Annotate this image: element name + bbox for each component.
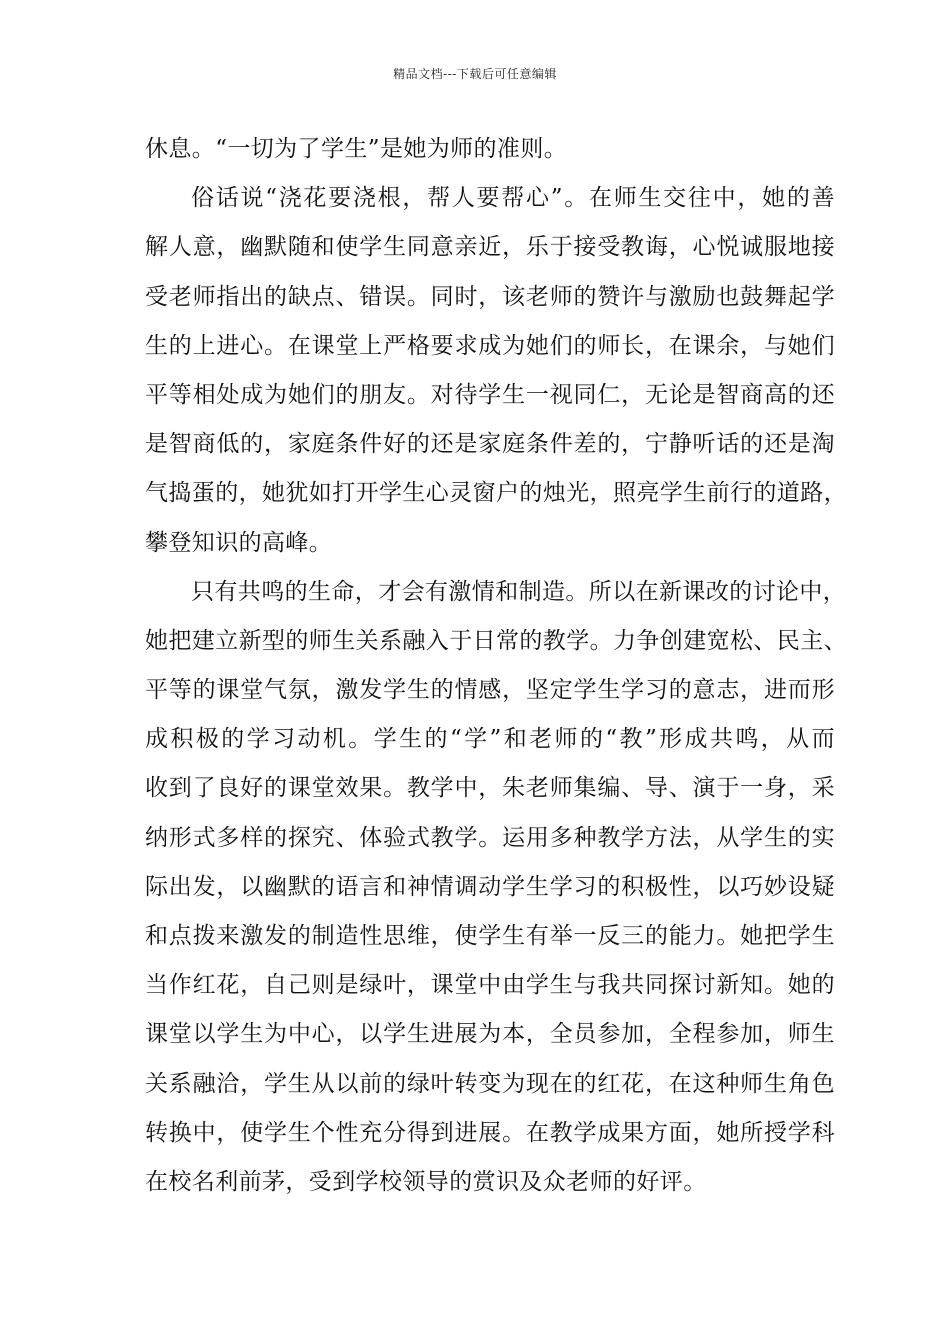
text-line: 平等相处成为她们的朋友。对待学生一视同仁，无论是智商高的还 <box>145 381 835 408</box>
text-line: 攀登知识的高峰。 <box>145 529 333 556</box>
text-line: 转换中，使学生个性充分得到进展。在教学成果方面，她所授学科 <box>145 1119 835 1146</box>
text-line: 气捣蛋的，她犹如打开学生心灵窗户的烛光，照亮学生前行的道路， <box>145 480 847 507</box>
text-line: 成积极的学习动机。学生的“学”和老师的“教”形成共鸣，从而 <box>145 726 835 753</box>
text-line: 当作红花，自己则是绿叶，课堂中由学生与我共同探讨新知。她的 <box>145 972 835 999</box>
text-line: 和点拨来激发的制造性思维，使学生有举一反三的能力。她把学生 <box>145 923 835 949</box>
text-line: 是智商低的，家庭条件好的还是家庭条件差的，宁静听话的还是淘 <box>145 431 835 458</box>
document-body <box>145 125 847 1207</box>
text-line: 生的上进心。在课堂上严格要求成为她们的师长，在课余，与她们 <box>145 332 835 359</box>
text-line: 休息。“一切为了学生”是她为师的准则。 <box>145 136 568 162</box>
text-line: 纳形式多样的探究、体验式教学。运用多种教学方法，从学生的实 <box>145 824 835 851</box>
text-line: 只有共鸣的生命，才会有激情和制造。所以在新课改的讨论中， <box>191 578 847 605</box>
text-line: 她把建立新型的师生关系融入于日常的教学。力争创建宽松、民主、 <box>145 627 847 654</box>
text-line: 俗话说“浇花要浇根，帮人要帮心”。在师生交往中，她的善 <box>191 185 835 212</box>
text-line: 在校名利前茅，受到学校领导的赏识及众老师的好评。 <box>145 1168 707 1195</box>
text-line: 关系融洽，学生从以前的绿叶转变为现在的红花，在这种师生角色 <box>145 1070 835 1097</box>
text-line: 际出发，以幽默的语言和神情调动学生学习的积极性，以巧妙设疑 <box>145 873 835 900</box>
text-line: 平等的课堂气氛，激发学生的情感，坚定学生学习的意志，进而形 <box>145 677 835 704</box>
text-line: 课堂以学生为中心，以学生进展为本，全员参加，全程参加，师生 <box>145 1021 835 1048</box>
text-line: 收到了良好的课堂效果。教学中，朱老师集编、导、演于一身，采 <box>145 775 835 802</box>
text-line: 受老师指出的缺点、错误。同时，该老师的赞许与激励也鼓舞起学 <box>145 283 835 310</box>
text-line: 解人意，幽默随和使学生同意亲近，乐于接受教诲，心悦诚服地接 <box>145 234 835 261</box>
page-header: 精品文档---下载后可任意编辑 <box>393 67 557 81</box>
